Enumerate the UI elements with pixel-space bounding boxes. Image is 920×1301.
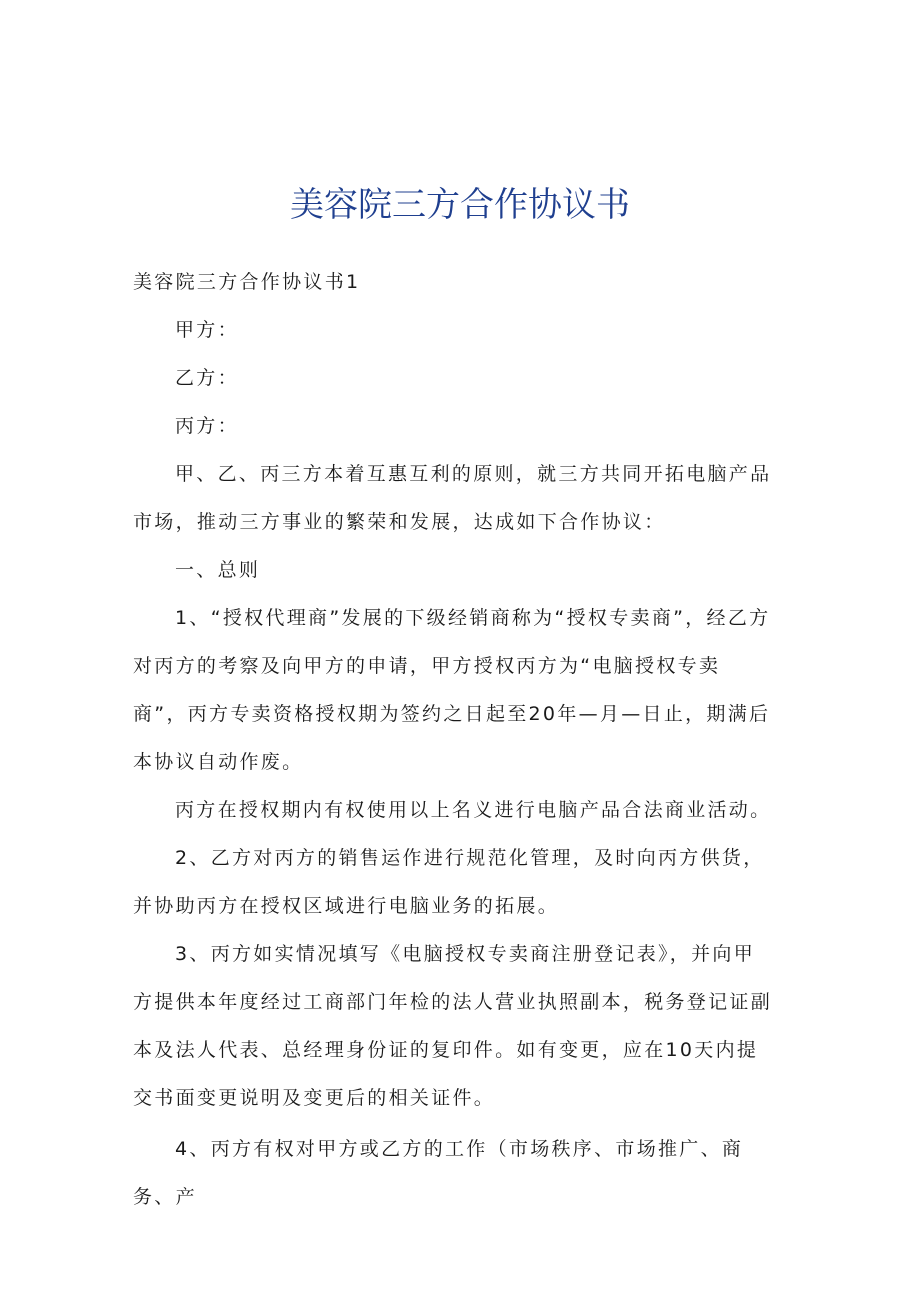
clause-1-note: 丙方在授权期内有权使用以上名义进行电脑产品合法商业活动。 (175, 799, 772, 821)
document-title: 美容院三方合作协议书 (290, 184, 630, 225)
party-c-line: 丙方： (175, 415, 239, 437)
clause-3: 3、丙方如实情况填写《电脑授权专卖商注册登记表》，并向甲方提供本年度经过工商部门年检的法人营业执照副本，税务登记证副本及法人代表、总经理身份证的复印件。如有变更，应在10天内提交书面变更说明及变更后的相关证件。 (133, 943, 773, 1109)
party-b-line: 乙方： (175, 367, 239, 389)
section-1-heading: 一、总则 (175, 559, 261, 581)
document-body (133, 258, 773, 1221)
intro-paragraph: 甲、乙、丙三方本着互惠互利的原则，就三方共同开拓电脑产品市场，推动三方事业的繁荣和发展，达成如下合作协议： (133, 463, 772, 533)
party-a-line: 甲方： (175, 319, 239, 341)
clause-4: 4、丙方有权对甲方或乙方的工作（市场秩序、市场推广、商务、产 (133, 1138, 744, 1208)
clause-2: 2、乙方对丙方的销售运作进行规范化管理，及时向丙方供货，并协助丙方在授权区域进行电脑业务的拓展。 (133, 847, 765, 917)
document-subtitle: 美容院三方合作协议书1 (133, 271, 361, 293)
clause-1: 1、“授权代理商”发展的下级经销商称为“授权专卖商”，经乙方对丙方的考察及向甲方的申请，甲方授权丙方为“电脑授权专卖商”，丙方专卖资格授权期为签约之日起至20年—月—日止，期满后本协议自动作废。 (133, 607, 771, 773)
